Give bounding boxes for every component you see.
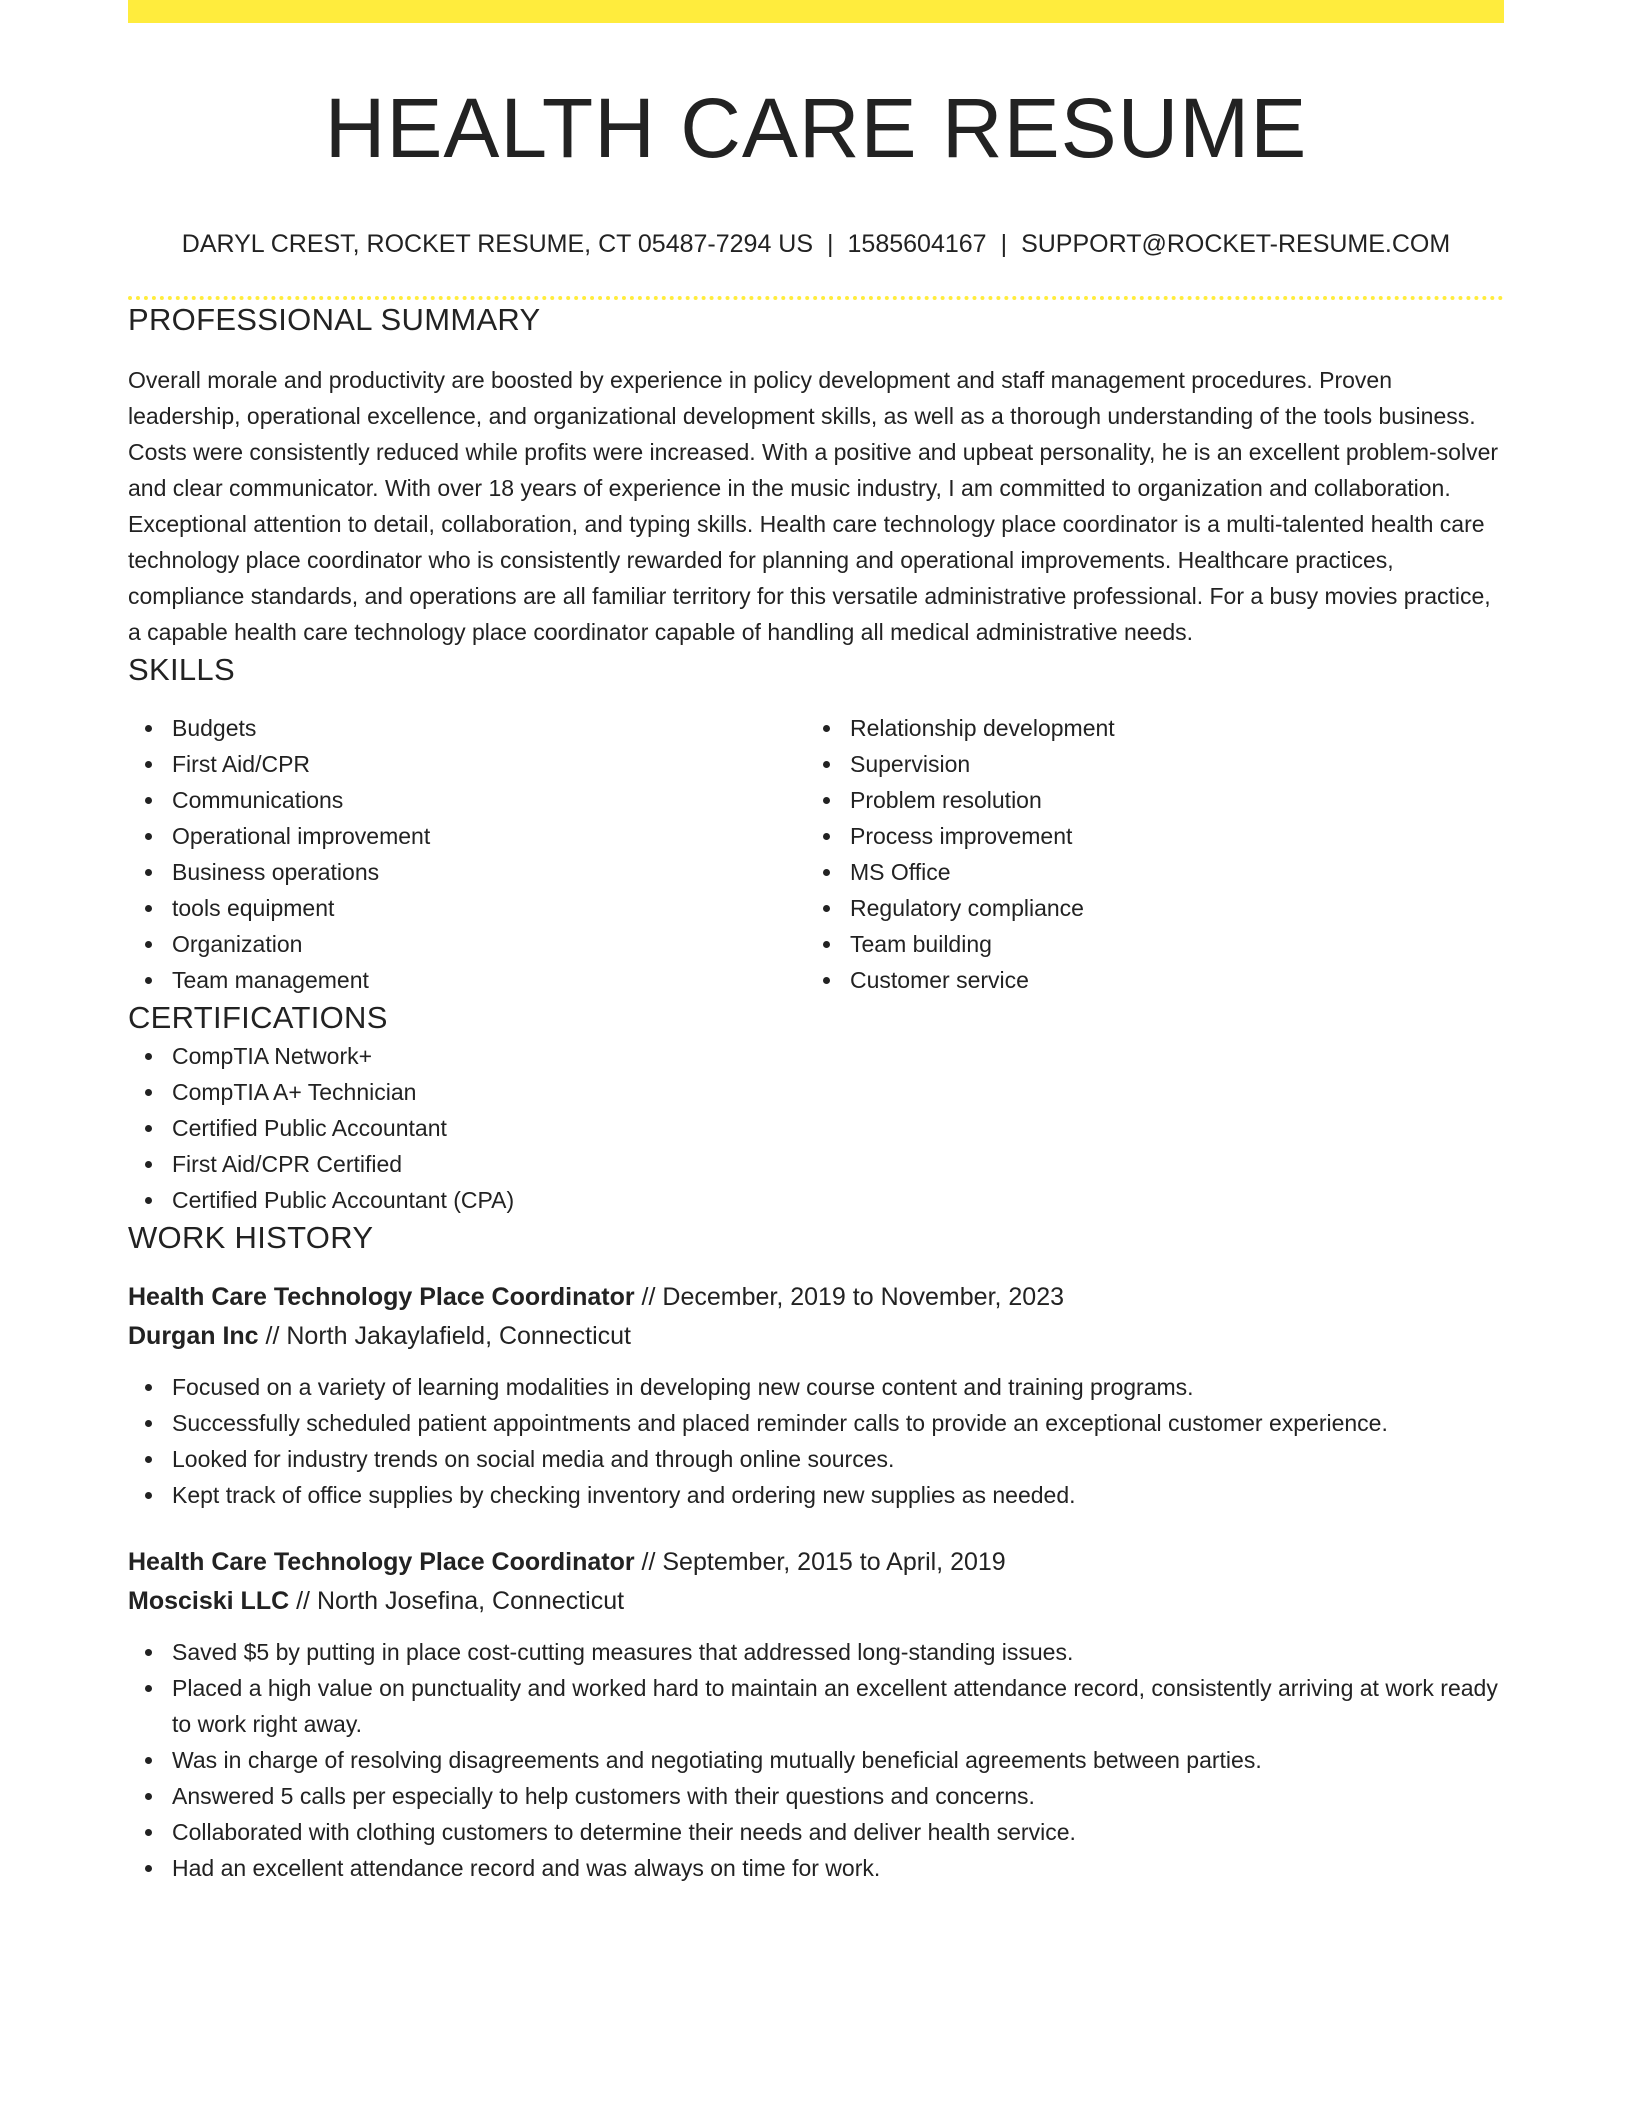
job-entry bbox=[128, 1543, 1504, 1886]
resume-title: HEALTH CARE RESUME bbox=[324, 81, 1308, 175]
skill-item: Organization bbox=[172, 926, 806, 962]
job-title-line bbox=[128, 1543, 1504, 1582]
job-location: // North Josefina, Connecticut bbox=[296, 1587, 625, 1615]
skill-item: MS Office bbox=[850, 854, 1484, 890]
skill-item: Budgets bbox=[172, 710, 806, 746]
job-bullet: Saved $5 by putting in place cost-cutting measures that addressed long-standing issues. bbox=[172, 1634, 1504, 1670]
skill-item: Operational improvement bbox=[172, 818, 806, 854]
contact-phone: 1585604167 bbox=[847, 230, 987, 258]
certification-item: First Aid/CPR Certified bbox=[172, 1146, 1504, 1182]
skill-item: Problem resolution bbox=[850, 782, 1484, 818]
resume-content bbox=[128, 0, 1504, 1886]
skills-column-right bbox=[806, 710, 1484, 998]
certifications-heading: CERTIFICATIONS bbox=[128, 1000, 388, 1035]
job-bullets bbox=[128, 1369, 1504, 1513]
skill-item: tools equipment bbox=[172, 890, 806, 926]
skill-item: Regulatory compliance bbox=[850, 890, 1484, 926]
job-bullet: Kept track of office supplies by checking inventory and ordering new supplies as needed. bbox=[172, 1477, 1504, 1513]
contact-separator: | bbox=[1000, 230, 1008, 258]
job-company-line bbox=[128, 1582, 1504, 1621]
job-entry bbox=[128, 1278, 1504, 1513]
contact-separator: | bbox=[827, 230, 834, 258]
job-title-line bbox=[128, 1278, 1504, 1317]
skill-item: Business operations bbox=[172, 854, 806, 890]
job-title: Health Care Technology Place Coordinator bbox=[128, 1283, 635, 1311]
job-company-line bbox=[128, 1317, 1504, 1356]
contact-email: SUPPORT@ROCKET-RESUME.COM bbox=[1021, 230, 1451, 258]
summary-heading: PROFESSIONAL SUMMARY bbox=[128, 302, 541, 337]
job-bullet: Was in charge of resolving disagreements and negotiating mutually beneficial agreements between parties. bbox=[172, 1742, 1504, 1778]
skill-item: Supervision bbox=[850, 746, 1484, 782]
contact-line bbox=[128, 228, 1504, 260]
skill-item: First Aid/CPR bbox=[172, 746, 806, 782]
skill-item: Process improvement bbox=[850, 818, 1484, 854]
certification-item: CompTIA A+ Technician bbox=[172, 1074, 1504, 1110]
work-history-heading: WORK HISTORY bbox=[128, 1220, 374, 1255]
job-company: Durgan Inc bbox=[128, 1322, 259, 1350]
skills-heading: SKILLS bbox=[128, 652, 235, 687]
certification-item: Certified Public Accountant bbox=[172, 1110, 1504, 1146]
skills-column-left bbox=[128, 710, 806, 998]
job-location: // North Jakaylafield, Connecticut bbox=[265, 1322, 631, 1350]
job-bullets bbox=[128, 1634, 1504, 1886]
job-dates: // December, 2019 to November, 2023 bbox=[641, 1283, 1065, 1311]
job-bullet: Collaborated with clothing customers to determine their needs and deliver health service. bbox=[172, 1814, 1504, 1850]
job-bullet: Successfully scheduled patient appointments and placed reminder calls to provide an exceptional customer experience. bbox=[172, 1405, 1504, 1441]
job-bullet: Placed a high value on punctuality and worked hard to maintain an excellent attendance record, consistently arriving at work ready to work right away. bbox=[172, 1670, 1504, 1742]
job-company: Mosciski LLC bbox=[128, 1587, 290, 1615]
certification-item: Certified Public Accountant (CPA) bbox=[172, 1182, 1504, 1218]
skill-item: Communications bbox=[172, 782, 806, 818]
job-bullet: Answered 5 calls per especially to help customers with their questions and concerns. bbox=[172, 1778, 1504, 1814]
summary-text: Overall morale and productivity are boosted by experience in policy development and staff management procedures. Proven leadership, operational excellence, and organizational development skills, as well as a thorough understanding of the tools business. Costs were consistently reduced while profits were increased. With a positive and upbeat personality, he is an excellent problem-solver and clear communicator. With over 18 years of experience in the music industry, I am committed to organization and collaboration. Exceptional attention to detail, collaboration, and typing skills. Health care technology place coordinator is a multi-talented health care technology place coordinator who is consistently rewarded for planning and operational improvements. Healthcare practices, compliance standards, and operations are all familiar territory for this versatile administrative professional. For a busy movies practice, a capable health care technology place coordinator capable of handling all medical administrative needs. bbox=[128, 367, 1499, 645]
job-bullet: Focused on a variety of learning modalities in developing new course content and training programs. bbox=[172, 1369, 1504, 1405]
job-bullet: Looked for industry trends on social media and through online sources. bbox=[172, 1441, 1504, 1477]
skill-item: Team building bbox=[850, 926, 1484, 962]
skill-item: Relationship development bbox=[850, 710, 1484, 746]
skill-item: Team management bbox=[172, 962, 806, 998]
job-title: Health Care Technology Place Coordinator bbox=[128, 1548, 635, 1576]
certification-item: CompTIA Network+ bbox=[172, 1038, 1504, 1074]
skills-list bbox=[128, 710, 1504, 998]
job-dates: // September, 2015 to April, 2019 bbox=[641, 1548, 1006, 1576]
job-bullet: Had an excellent attendance record and was always on time for work. bbox=[172, 1850, 1504, 1886]
contact-address: DARYL CREST, ROCKET RESUME, CT 05487-7294 US bbox=[181, 230, 814, 258]
skill-item: Customer service bbox=[850, 962, 1484, 998]
certifications-list bbox=[128, 1038, 1504, 1218]
